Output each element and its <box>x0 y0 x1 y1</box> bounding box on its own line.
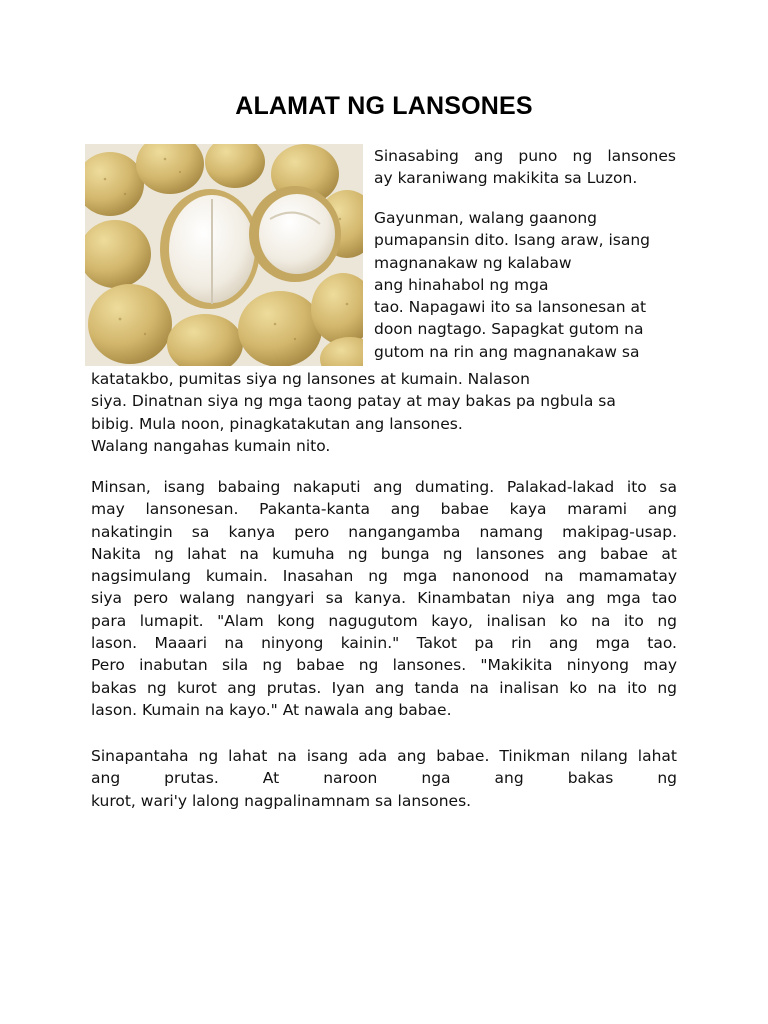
paragraph-3-line: Nakita ng lahat na kumuha ng bunga ng lansones ang babae at <box>91 544 677 563</box>
paragraph-1-line: Sinasabing ang puno ng lansones <box>374 147 676 165</box>
paragraph-2-line: tao. Napagawi ito sa lansonesan at <box>374 298 647 317</box>
paragraph-2-line: magnanakaw ng kalabaw <box>374 253 572 272</box>
paragraph-3-line: Pero inabutan sila ng babae ng lansones. "Makikita ninyong may <box>91 656 677 675</box>
paragraph-3-line: bakas ng kurot ang prutas. Iyan ang tanda na inalisan ko na ito ng <box>91 678 677 697</box>
paragraph-1 <box>374 145 676 190</box>
paragraph-2-line: Walang nangahas kumain nito. <box>91 436 331 455</box>
paragraph-2 <box>374 207 676 363</box>
paragraph-4-line: ang prutas. At naroon nga ang bakas ng <box>91 769 677 788</box>
paragraph-3-line: nagsimulang kumain. Inasahan ng mga nanonood na mamamatay <box>91 567 677 586</box>
page-title: ALAMAT NG LANSONES <box>235 92 533 120</box>
paragraph-2-line: Gayunman, walang gaanong <box>374 209 597 227</box>
paragraph-2-line: katatakbo, pumitas siya ng lansones at kumain. Nalason <box>91 370 530 388</box>
paragraph-4-line: Sinapantaha ng lahat na isang ada ang babae. Tinikman nilang lahat <box>91 747 677 765</box>
paragraph-2-continued <box>91 368 677 457</box>
paragraph-3-line: Minsan, isang babaing nakaputi ang dumating. Palakad-lakad ito sa <box>91 478 677 496</box>
paragraph-2-line: gutom na rin ang magnanakaw sa <box>374 342 640 361</box>
paragraph-4-line: kurot, wari'y lalong nagpalinamnam sa lansones. <box>91 791 472 810</box>
paragraph-2-line: ang hinahabol ng mga <box>374 275 549 294</box>
paragraph-3-line: may lansonesan. Pakanta-kanta ang babae kaya marami ang <box>91 500 677 519</box>
paragraph-3-line: lason. Kumain na kayo." At nawala ang babae. <box>91 700 452 719</box>
paragraph-3-line: lason. Maaari na ninyong kainin." Takot pa rin ang mga tao. <box>91 634 677 653</box>
paragraph-2-line: bibig. Mula noon, pinagkatakutan ang lansones. <box>91 414 463 433</box>
paragraph-2-line: doon nagtago. Sapagkat gutom na <box>374 320 644 339</box>
paragraph-3 <box>91 476 677 721</box>
paragraph-3-line: nakatingin sa kanya pero nangangamba namang makipag-usap. <box>91 522 677 541</box>
paragraph-1-line: ay karaniwang makikita sa Luzon. <box>374 169 638 188</box>
paragraph-2-line: siya. Dinatnan siya ng mga taong patay at may bakas pa ngbula sa <box>91 392 616 411</box>
paragraph-4 <box>91 745 677 812</box>
lansones-photo <box>85 144 363 366</box>
paragraph-2-line: pumapansin dito. Isang araw, isang <box>374 231 651 250</box>
paragraph-3-line: siya pero walang nangyari sa kanya. Kinambatan niya ang mga tao <box>91 589 677 608</box>
paragraph-3-line: para lumapit. "Alam kong nagugutom kayo, inalisan ko na ito ng <box>91 611 677 630</box>
lansones-fruit-illustration <box>85 144 363 366</box>
